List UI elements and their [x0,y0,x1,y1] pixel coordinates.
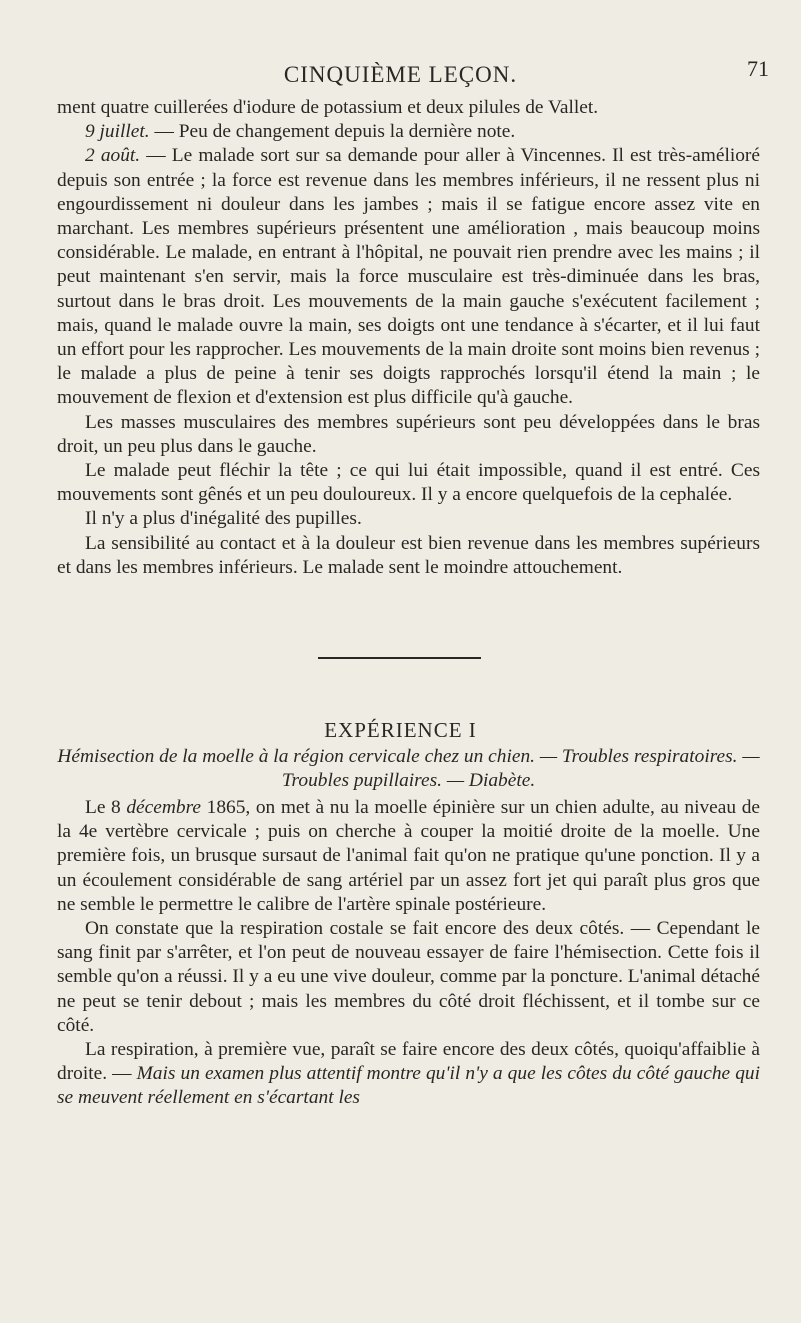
case-notes [57,96,760,580]
paragraph: La respiration, à première vue, paraît se faire encore des deux côtés, quoiqu'affaiblie à droite. — Mais un examen plus attentif montre qu'il n'y a que les côtes du côté gauche qui se meuvent réellement en s'écartant les [57,1039,760,1109]
experience-body [57,796,760,1111]
paragraph: 2 août. — Le malade sort sur sa demande pour aller à Vincennes. Il est très-amélioré depuis son entrée ; la force est revenue dans les membres inférieurs, il ne ressent plus ni engourdissement ni douleur dans les jambes ; mais il se fatigue encore assez vite en marchant. Les membres supérieurs présentent une amélioration , mais beaucoup moins considérable. Le malade, en entrant à l'hôpital, ne pouvait rien prendre avec les mains ; il peut maintenant s'en servir, mais la force musculaire est très-diminuée dans les bras, surtout dans le bras droit. Les mouvements de la main gauche s'exécutent facilement ; mais, quand le malade ouvre la main, ses doigts ont une tendance à s'écarter, et il lui faut un effort pour les rapprocher. Les mouvements de la main droite sont moins bien revenus ; le malade a plus de peine à tenir ses doigts rapprochés lorsqu'il étend la main ; le mouvement de flexion et d'extension est plus difficile qu'à gauche. [57,145,760,409]
paragraph: Il n'y a plus d'inégalité des pupilles. [85,508,362,530]
emphasis: Mais un examen plus attentif montre qu'il n'y a que les côtes du côté gauche qui se meuvent réellement en s'écartant les [57,1063,760,1109]
running-header [0,56,801,92]
section-divider [318,657,481,659]
paragraph: On constate que la respiration costale se fait encore des deux côtés. — Cependant le sang finit par s'arrêter, et l'on peut de nouveau essayer de faire l'hémisection. Cette fois il semble qu'on a réussi. Il y a eu une vive douleur, comme par la poncture. L'animal détaché ne peut se tenir debout ; mais les membres du côté droit fléchissent, et il tombe sur ce côté. [57,918,760,1036]
paragraph: Le 8 décembre 1865, on met à nu la moelle épinière sur un chien adulte, au niveau de la 4e vertèbre cervicale ; puis on cherche à couper la moitié droite de la moelle. Une première fois, un brusque sursaut de l'animal fait qu'on ne pratique qu'une ponction. Il y a un écoulement considérable de sang artériel par un assez fort jet qui paraît plus gros que ne semble le permettre le calibre de l'artère spinale postérieure. [57,797,760,915]
date: 2 août. [85,145,141,167]
page-number: 71 [747,56,769,81]
experience-subtitle: Hémisection de la moelle à la région cervicale chez un chien. — Troubles respiratoires. — Troubles pupillaires. — Diabète. [57,746,760,791]
paragraph: La sensibilité au contact et à la douleur est bien revenue dans les membres supérieurs et dans les membres inférieurs. Le malade sent le moindre attouchement. [57,532,760,578]
paragraph: ment quatre cuillerées d'iodure de potassium et deux pilules de Vallet. [57,97,599,118]
paragraph: 9 juillet. — Peu de changement depuis la dernière note. [85,121,516,143]
paragraph: Le malade peut fléchir la tête ; ce qui lui était impossible, quand il est entré. Ces mouvements sont gênés et un peu douloureux. Il y a encore quelquefois de la cephalée. [57,460,760,506]
chapter-title: CINQUIÈME LEÇON. [283,62,518,87]
paragraph: Les masses musculaires des membres supérieurs sont peu développées dans le bras droit, un peu plus dans le gauche. [57,411,760,457]
experience-title: EXPÉRIENCE I [324,718,477,742]
date: décembre [126,797,202,818]
date: 9 juillet. [85,121,150,143]
